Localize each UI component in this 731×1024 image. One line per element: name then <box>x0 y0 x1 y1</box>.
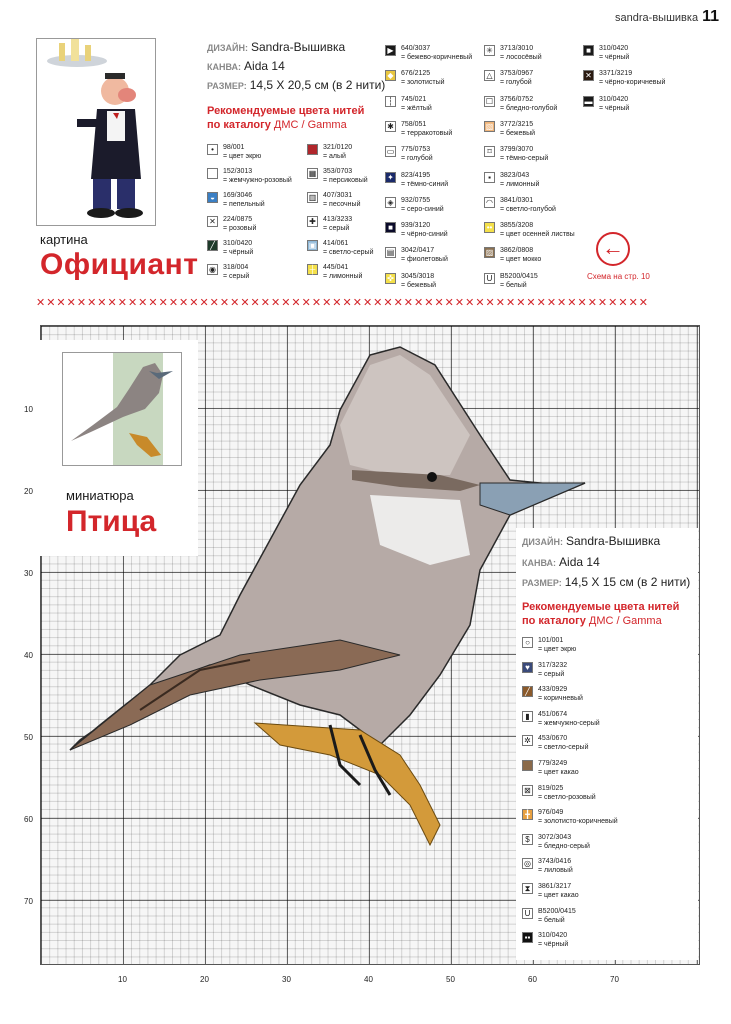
legend-item <box>385 95 495 115</box>
size-label: РАЗМЕР: <box>522 578 562 588</box>
page-header <box>615 8 719 26</box>
design-value: Sandra-Вышивка <box>565 534 661 548</box>
bird-thumbnail <box>62 352 182 466</box>
legend-swatch: ▣ <box>308 241 317 250</box>
grid-y-label: 40 <box>24 651 33 660</box>
legend-item <box>207 143 317 163</box>
legend-code: 98/001 <box>223 144 245 151</box>
legend-swatch: ○ <box>522 637 533 648</box>
legend-swatch: ╱ <box>522 686 533 697</box>
legend-swatch: ■ <box>583 45 594 56</box>
legend-swatch: ▭ <box>386 147 395 157</box>
legend-color-name: = светло-розовый <box>538 793 596 801</box>
grid-x-label: 50 <box>446 975 455 984</box>
legend-color-name: = чёрный <box>599 54 630 61</box>
legend-code: 169/3046 <box>223 192 253 199</box>
legend-swatch: ◠ <box>484 197 495 208</box>
legend-swatch: ▶ <box>385 45 396 56</box>
legend-color-name: = бежево-коричневый <box>401 54 473 61</box>
legend-color-name: = цвет какао <box>538 769 579 776</box>
legend-code: 3713/3010 <box>500 45 534 52</box>
legend-item <box>484 69 594 89</box>
legend-item <box>207 191 317 211</box>
legend-color-name: = голубой <box>500 79 532 87</box>
legend-color-name: = жемчужно-розовый <box>223 177 292 184</box>
legend-item <box>522 685 632 705</box>
pattern1-canvas <box>207 59 285 73</box>
legend-swatch: ■ <box>385 222 396 233</box>
rec-line1: Рекомендуемые цвета нитей <box>522 601 680 613</box>
legend-code: 3743/0416 <box>538 858 572 866</box>
legend-code: 823/4195 <box>401 171 431 179</box>
pattern1-design <box>207 40 345 54</box>
size-value: 14,5 X 20,5 см (в 2 нити) <box>249 78 386 92</box>
legend-code: 353/0703 <box>323 168 353 175</box>
legend-swatch: ◎ <box>522 858 533 869</box>
legend-swatch: ▦ <box>308 169 317 178</box>
legend-color-name: = бежевый <box>401 281 437 289</box>
legend-color-name: = жемчужно-серый <box>538 719 600 727</box>
legend-swatch: ◈ <box>385 197 396 208</box>
legend-color-name: = чёрно-коричневый <box>599 79 666 87</box>
canvas-value: Aida 14 <box>559 555 600 569</box>
waiter-thumbnail <box>36 38 156 226</box>
arrow-left-icon[interactable]: ← <box>596 232 630 266</box>
legend-color-name: = серо-синий <box>401 205 444 213</box>
grid-x-label: 10 <box>118 975 127 984</box>
legend-swatch: ✱ <box>385 121 396 132</box>
legend-code: 317/3232 <box>538 661 568 669</box>
legend-code: 3862/0808 <box>500 247 534 255</box>
legend-swatch: ☐ <box>485 96 494 106</box>
legend-item <box>583 95 693 115</box>
legend-code: 640/3037 <box>401 45 431 52</box>
legend-swatch <box>522 760 533 771</box>
legend-code: 3772/3215 <box>500 120 534 128</box>
legend-item <box>522 734 632 754</box>
legend-item <box>207 263 317 283</box>
pattern2-recommend <box>522 600 679 628</box>
legend-color-name: = белый <box>500 281 527 289</box>
pattern1-recommend <box>207 104 364 132</box>
legend-color-name: = лососёвый <box>500 54 542 61</box>
legend-swatch: ✲ <box>522 735 533 746</box>
legend-item <box>583 44 693 64</box>
bird-illustration <box>63 353 181 465</box>
legend-item <box>484 120 594 140</box>
legend-item <box>385 44 495 64</box>
legend-item <box>522 636 632 656</box>
legend-swatch: ▤ <box>386 248 395 258</box>
legend-item <box>522 857 632 877</box>
legend-color-name: = фиолетовый <box>401 256 448 264</box>
legend-code: 451/0674 <box>538 710 568 718</box>
legend-swatch: ✳ <box>484 45 495 56</box>
pattern2-kicker: миниатюра <box>66 488 134 503</box>
legend-code: 445/041 <box>323 264 349 271</box>
legend-color-name: = светло-серый <box>323 249 374 256</box>
rec-line1: Рекомендуемые цвета нитей <box>207 105 365 117</box>
legend-color-name: = цвет экрю <box>223 153 262 160</box>
legend-item <box>522 882 632 902</box>
legend-color-name: = чёрный <box>599 104 630 112</box>
legend-code: 939/3120 <box>401 222 431 230</box>
legend-item <box>385 196 495 216</box>
legend-swatch: ✦ <box>385 172 396 183</box>
size-value: 14,5 X 15 см (в 2 нити) <box>564 575 691 589</box>
legend-color-name: = коричневый <box>538 695 583 703</box>
schema-note: Схема на стр. 10 <box>587 272 650 281</box>
legend-item <box>583 69 693 89</box>
legend-color-name: = чёрный <box>223 249 254 256</box>
legend-color-name: = розовый <box>223 225 257 232</box>
brand-name: sandra-вышивка <box>615 12 699 24</box>
legend-code: 3855/3208 <box>500 222 534 230</box>
legend-swatch <box>207 168 218 179</box>
legend-color-name: = белый <box>538 916 565 924</box>
legend-item <box>522 907 632 927</box>
legend-swatch: U <box>522 908 533 919</box>
legend-color-name: = персиковый <box>323 177 368 184</box>
legend-swatch: ⧗ <box>522 883 533 894</box>
legend-swatch: ▥ <box>308 193 317 202</box>
legend-swatch: ┆ <box>385 96 396 107</box>
legend-code: 758/051 <box>401 120 427 128</box>
legend-color-name: = бледно-голубой <box>500 104 558 112</box>
legend-code: 3072/3043 <box>538 833 572 841</box>
legend-item <box>484 221 594 241</box>
grid-y-label: 50 <box>24 733 33 742</box>
legend-code: 3823/043 <box>500 171 530 179</box>
legend-swatch: ▪▪ <box>522 932 533 943</box>
legend-code: 819/025 <box>538 784 564 792</box>
legend-item <box>484 95 594 115</box>
legend-item <box>385 120 495 140</box>
legend-code: 310/0420 <box>538 932 568 940</box>
grid-y-label: 20 <box>24 487 33 496</box>
legend-swatch: ✕ <box>207 216 218 227</box>
legend-code: 779/3249 <box>538 760 568 767</box>
pattern1-size <box>207 78 385 92</box>
rec-line2: по каталогу <box>522 615 586 627</box>
legend-color-name: = серый <box>323 225 350 232</box>
legend-swatch: ▨ <box>485 248 494 258</box>
legend-code: 3042/0417 <box>401 247 435 255</box>
legend-item <box>385 272 495 292</box>
legend-swatch: ▧ <box>485 121 494 131</box>
page-number: 11 <box>702 8 719 25</box>
legend-code: 3045/3018 <box>401 272 435 280</box>
legend-code: 152/3013 <box>223 168 253 175</box>
grid-x-label: 40 <box>364 975 373 984</box>
pattern2-size <box>522 575 690 589</box>
cross-separator: ✕✕✕✕✕✕✕✕✕✕✕✕✕✕✕✕✕✕✕✕✕✕✕✕✕✕✕✕✕✕✕✕✕✕✕✕✕✕✕✕✕✕✕✕✕✕✕✕✕✕✕✕✕✕✕✕✕✕✕✕ <box>36 297 650 309</box>
grid-x-label: 20 <box>200 975 209 984</box>
legend-swatch: ▬ <box>584 96 593 106</box>
legend-item <box>484 196 594 216</box>
legend-color-name: = песочный <box>323 201 361 208</box>
legend-code: 3861/3217 <box>538 883 572 890</box>
legend-color-name: = алый <box>323 153 346 160</box>
legend-code: 745/021 <box>401 95 427 103</box>
legend-color-name: = цвет какао <box>538 892 579 899</box>
grid-x-label: 30 <box>282 975 291 984</box>
waiter-illustration <box>37 39 155 225</box>
legend-item <box>385 145 495 165</box>
legend-code: 321/0120 <box>323 144 353 151</box>
grid-y-label: 10 <box>24 405 33 414</box>
legend-swatch: ▪ <box>484 172 495 183</box>
legend-color-name: = тёмно-синий <box>401 180 449 188</box>
legend-swatch: ▮ <box>522 711 533 722</box>
canvas-label: КАНВА: <box>207 62 242 72</box>
legend-color-name: = лимонный <box>323 273 363 280</box>
legend-swatch: △ <box>484 70 495 81</box>
legend-color-name: = голубой <box>401 155 433 163</box>
legend-item <box>522 759 632 779</box>
legend-code: 224/0875 <box>223 216 253 223</box>
legend-swatch: ✕ <box>583 70 594 81</box>
legend-item <box>207 167 317 187</box>
rec-catalog: ДМС / Gamma <box>273 119 347 131</box>
legend-code: 433/0929 <box>538 686 568 694</box>
legend-swatch: ✜ <box>385 273 396 284</box>
legend-swatch: ⌑ <box>484 146 495 157</box>
legend-code: 676/2125 <box>401 70 431 78</box>
legend-swatch: ⊠ <box>522 785 533 796</box>
legend-code: 3799/3070 <box>500 146 534 154</box>
pattern1-kicker: картина <box>40 232 88 247</box>
legend-swatch: ╋ <box>522 809 533 820</box>
legend-item <box>484 246 594 266</box>
pattern2-title: Птица <box>66 505 157 538</box>
legend-code: 407/3031 <box>323 192 353 199</box>
pattern2-canvas <box>522 555 600 569</box>
legend-color-name: = лимонный <box>500 180 540 188</box>
legend-color-name: = цвет экрю <box>538 646 577 653</box>
pattern1-title: Официант <box>40 248 199 281</box>
legend-color-name: = лиловый <box>538 867 573 875</box>
legend-item <box>522 808 632 828</box>
legend-code: 932/0755 <box>401 196 431 204</box>
legend-color-name: = золотистый <box>401 79 445 87</box>
legend-swatch: •• <box>484 222 495 233</box>
legend-swatch: ╱ <box>207 240 218 251</box>
legend-swatch: ◒ <box>207 192 218 203</box>
legend-swatch <box>307 144 318 155</box>
size-label: РАЗМЕР: <box>207 81 247 91</box>
legend-item <box>385 221 495 241</box>
legend-item <box>484 272 594 292</box>
legend-item <box>385 171 495 191</box>
legend-code: 310/0420 <box>599 95 629 103</box>
legend-color-name: = тёмно-серый <box>500 155 549 163</box>
legend-code: 310/0420 <box>599 45 629 52</box>
rec-catalog: ДМС / Gamma <box>588 615 662 627</box>
grid-x-label: 70 <box>610 975 619 984</box>
legend-code: 3371/3219 <box>599 70 633 78</box>
legend-color-name: = цвет осенней листвы <box>500 231 575 239</box>
design-value: Sandra-Вышивка <box>250 40 346 54</box>
legend-code: 3753/0967 <box>500 70 534 78</box>
pattern2-design <box>522 534 660 548</box>
legend-item <box>484 171 594 191</box>
legend-color-name: = бледно-серый <box>538 842 590 850</box>
legend-color-name: = серый <box>538 670 565 678</box>
legend-code: 414/061 <box>323 240 349 247</box>
legend-color-name: = цвет мокко <box>500 256 542 264</box>
grid-y-label: 60 <box>24 815 33 824</box>
grid-y-label: 30 <box>24 569 33 578</box>
canvas-label: КАНВА: <box>522 558 557 568</box>
legend-item <box>484 44 594 64</box>
legend-color-name: = чёрный <box>538 941 569 949</box>
legend-color-name: = золотисто-коричневый <box>538 818 618 826</box>
legend-item <box>522 784 632 804</box>
legend-code: 101/001 <box>538 637 564 644</box>
legend-color-name: = жёлтый <box>401 104 432 112</box>
legend-code: 318/004 <box>223 264 249 271</box>
legend-swatch: U <box>484 273 495 284</box>
grid-x-label: 60 <box>528 975 537 984</box>
legend-color-name: = пепельный <box>223 201 265 208</box>
legend-code: 775/0753 <box>401 146 431 154</box>
grid-y-label: 70 <box>24 897 33 906</box>
rec-line2: по каталогу <box>207 119 271 131</box>
legend-swatch: ✚ <box>307 216 318 227</box>
legend-item <box>207 215 317 235</box>
legend-swatch: ◆ <box>385 70 396 81</box>
legend-swatch: • <box>207 144 218 155</box>
legend-color-name: = бежевый <box>500 129 536 137</box>
legend-item <box>522 710 632 730</box>
legend-item <box>522 661 632 681</box>
design-label: ДИЗАЙН: <box>207 43 248 53</box>
legend-swatch: ◉ <box>207 264 218 275</box>
legend-code: 310/0420 <box>223 240 253 247</box>
design-label: ДИЗАЙН: <box>522 537 563 547</box>
legend-item <box>522 931 632 951</box>
legend-color-name: = чёрно-синий <box>401 231 448 239</box>
legend-swatch: ┼ <box>307 264 318 275</box>
legend-color-name: = серый <box>223 273 250 280</box>
legend-code: 453/0670 <box>538 735 568 743</box>
legend-item <box>385 246 495 266</box>
legend-color-name: = терракотовый <box>401 129 453 137</box>
legend-code: B5200/0415 <box>500 272 538 280</box>
legend-item <box>522 833 632 853</box>
legend-item <box>484 145 594 165</box>
legend-code: 976/049 <box>538 809 564 817</box>
legend-swatch: $ <box>522 834 533 845</box>
legend-color-name: = светло-серый <box>538 744 589 752</box>
legend-item <box>385 69 495 89</box>
legend-color-name: = светло-голубой <box>500 205 556 213</box>
legend-code: B5200/0415 <box>538 907 576 915</box>
legend-code: 3841/0301 <box>500 196 534 204</box>
legend-swatch: ♥ <box>522 662 533 673</box>
legend-code: 413/3233 <box>323 216 353 223</box>
canvas-value: Aida 14 <box>244 59 285 73</box>
legend-code: 3756/0752 <box>500 95 534 103</box>
legend-item <box>207 239 317 259</box>
